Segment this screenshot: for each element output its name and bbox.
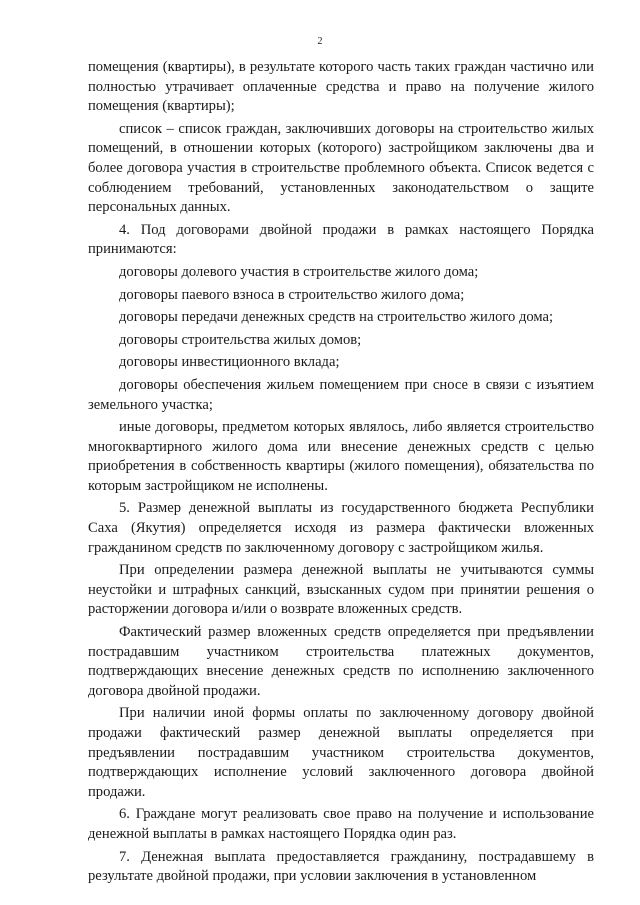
list-item: договоры долевого участия в строительстве жилого дома; — [119, 263, 479, 280]
list-item: договоры передачи денежных средств на строительство жилого дома; — [119, 309, 554, 326]
paragraph: При определении размера денежной выплаты не учитываются суммы неустойки и штрафных санкций, взысканных судом при принятии решения о расторжении договора и/или о возврате вложенных средств. — [88, 562, 594, 618]
paragraph-definition-continuation: помещения (квартиры), в результате которого часть таких граждан частично или полностью утрачивает оплаченные средства и право на получение жилого помещения (квартиры); — [88, 59, 594, 115]
paragraph: Фактический размер вложенных средств определяется при предъявлении пострадавшим участником строительства платежных документов, подтверждающих внесение денежных средств по исполнению заключенного договора двойной продажи. — [88, 624, 594, 699]
paragraph-item-5: 5. Размер денежной выплаты из государственного бюджета Республики Саха (Якутия) определяется исходя из размера фактически вложенных гражданином средств по заключенному договору с застройщиком жилья. — [88, 500, 594, 556]
page-number: 2 — [317, 36, 323, 47]
list-item: договоры паевого взноса в строительство жилого дома; — [119, 286, 465, 303]
paragraph: При наличии иной формы оплаты по заключенному договору двойной продажи фактический размер денежной выплаты определяется при предъявлении пострадавшим участником строительства документов, подтверждающих исполнение условий заключенного договора двойной продажи. — [88, 705, 594, 800]
list-item: договоры строительства жилых домов; — [119, 331, 362, 348]
paragraph-list-definition: список – список граждан, заключивших договоры на строительство жилых помещений, в отношении которых (которого) застройщиком заключены два и более договора участия в строительстве проблемного объекта. Список ведется с соблюдением требований, установленных законодательством о защите персональных данных. — [88, 120, 594, 216]
list-item: договоры обеспечения жильем помещением при сносе в связи с изъятием земельного участка; — [88, 376, 594, 413]
paragraph-item-6: 6. Граждане могут реализовать свое право на получение и использование денежной выплаты в рамках настоящего Порядка один раз. — [88, 806, 594, 842]
list-item: иные договоры, предметом которых являлось, либо является строительство многоквартирного жилого дома или внесение денежных средств с целью приобретения в собственность квартиры (жилого помещения), обязательства по которым застройщиком не исполнены. — [88, 419, 594, 494]
paragraph-item-4: 4. Под договорами двойной продажи в рамках настоящего Порядка принимаются: — [88, 221, 594, 258]
document-body — [88, 58, 594, 890]
list-item: договоры инвестиционного вклада; — [119, 354, 340, 371]
paragraph-item-7: 7. Денежная выплата предоставляется гражданину, пострадавшему в результате двойной продажи, при условии заключения в установленном — [88, 848, 594, 885]
